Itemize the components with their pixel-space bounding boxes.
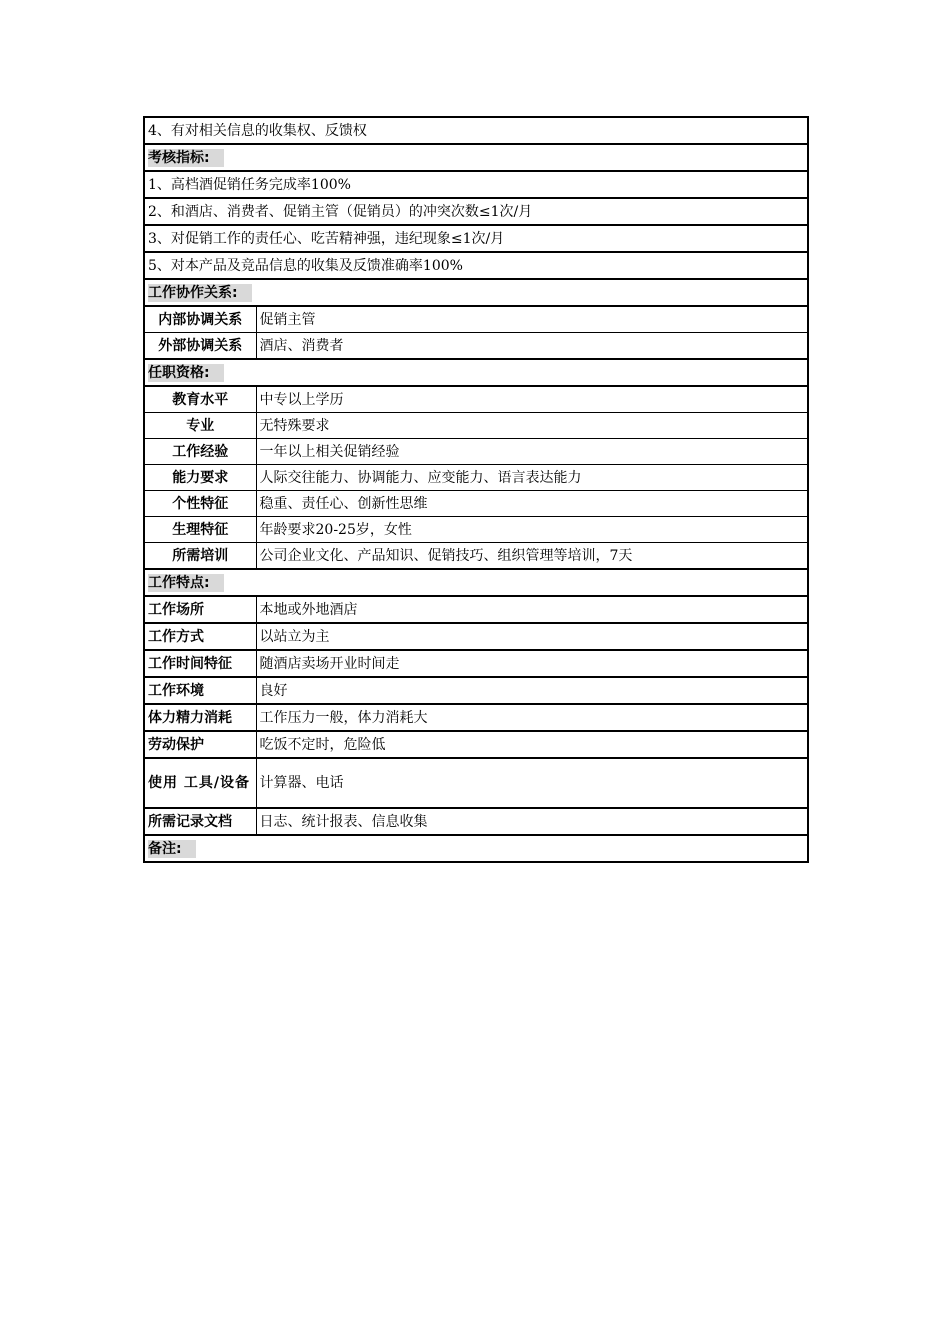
table-row <box>144 650 808 677</box>
table-row <box>144 491 808 517</box>
section-label-remarks: 备注: <box>148 840 196 858</box>
row-value: 稳重、责任心、创新性思维 <box>256 491 808 517</box>
row-key: 工作方式 <box>144 623 256 650</box>
row-value: 工作压力一般，体力消耗大 <box>256 704 808 731</box>
row-value: 日志、统计报表、信息收集 <box>256 808 808 835</box>
table-row <box>144 517 808 543</box>
table-row <box>144 465 808 491</box>
job-description-table <box>143 116 809 863</box>
assessment-item: 5、对本产品及竞品信息的收集及反馈准确率100% <box>144 252 808 279</box>
row-key: 所需培训 <box>144 543 256 570</box>
section-header-row <box>144 279 808 306</box>
table-row <box>144 808 808 835</box>
table-row <box>144 731 808 758</box>
row-value: 一年以上相关促销经验 <box>256 439 808 465</box>
table-row <box>144 225 808 252</box>
row-key: 教育水平 <box>144 386 256 413</box>
row-key: 内部协调关系 <box>144 306 256 333</box>
section-header-row <box>144 835 808 862</box>
row-value: 促销主管 <box>256 306 808 333</box>
row-key: 外部协调关系 <box>144 333 256 360</box>
row-key: 工作环境 <box>144 677 256 704</box>
section-label-work-features: 工作特点: <box>148 574 224 592</box>
assessment-item: 2、和酒店、消费者、促销主管（促销员）的冲突次数≤1次/月 <box>144 198 808 225</box>
table-row <box>144 252 808 279</box>
table-row <box>144 171 808 198</box>
table-row <box>144 704 808 731</box>
row-key: 工作时间特征 <box>144 650 256 677</box>
row-value: 以站立为主 <box>256 623 808 650</box>
table-row <box>144 758 808 808</box>
table-row <box>144 677 808 704</box>
table-row <box>144 198 808 225</box>
section-header-row <box>144 359 808 386</box>
row-key: 劳动保护 <box>144 731 256 758</box>
table-row <box>144 596 808 623</box>
row-key: 专业 <box>144 413 256 439</box>
row-value: 人际交往能力、协调能力、应变能力、语言表达能力 <box>256 465 808 491</box>
table-row <box>144 333 808 360</box>
row-value: 公司企业文化、产品知识、促销技巧、组织管理等培训，7天 <box>256 543 808 570</box>
section-header-row <box>144 144 808 171</box>
table-row <box>144 117 808 144</box>
row-key: 个性特征 <box>144 491 256 517</box>
row-value: 良好 <box>256 677 808 704</box>
row-value: 酒店、消费者 <box>256 333 808 360</box>
row-value: 随酒店卖场开业时间走 <box>256 650 808 677</box>
table-row <box>144 413 808 439</box>
row-key: 使用 工具/设备 <box>144 758 256 808</box>
row-key: 体力精力消耗 <box>144 704 256 731</box>
table-row <box>144 543 808 570</box>
authority-item: 4、有对相关信息的收集权、反馈权 <box>144 117 808 144</box>
assessment-item: 1、高档酒促销任务完成率100% <box>144 171 808 198</box>
table-row <box>144 439 808 465</box>
row-value: 年龄要求20-25岁，女性 <box>256 517 808 543</box>
table-row <box>144 306 808 333</box>
row-key: 能力要求 <box>144 465 256 491</box>
row-key: 工作场所 <box>144 596 256 623</box>
table-row <box>144 386 808 413</box>
row-value: 吃饭不定时，危险低 <box>256 731 808 758</box>
row-value: 计算器、电话 <box>256 758 808 808</box>
section-label-assessment: 考核指标: <box>148 149 224 167</box>
row-value: 本地或外地酒店 <box>256 596 808 623</box>
row-value: 中专以上学历 <box>256 386 808 413</box>
section-label-qualifications: 任职资格: <box>148 364 224 382</box>
table-row <box>144 623 808 650</box>
row-key: 生理特征 <box>144 517 256 543</box>
section-label-cooperation: 工作协作关系: <box>148 284 252 302</box>
row-key: 工作经验 <box>144 439 256 465</box>
section-header-row <box>144 569 808 596</box>
row-key: 所需记录文档 <box>144 808 256 835</box>
row-value: 无特殊要求 <box>256 413 808 439</box>
assessment-item: 3、对促销工作的责任心、吃苦精神强，违纪现象≤1次/月 <box>144 225 808 252</box>
